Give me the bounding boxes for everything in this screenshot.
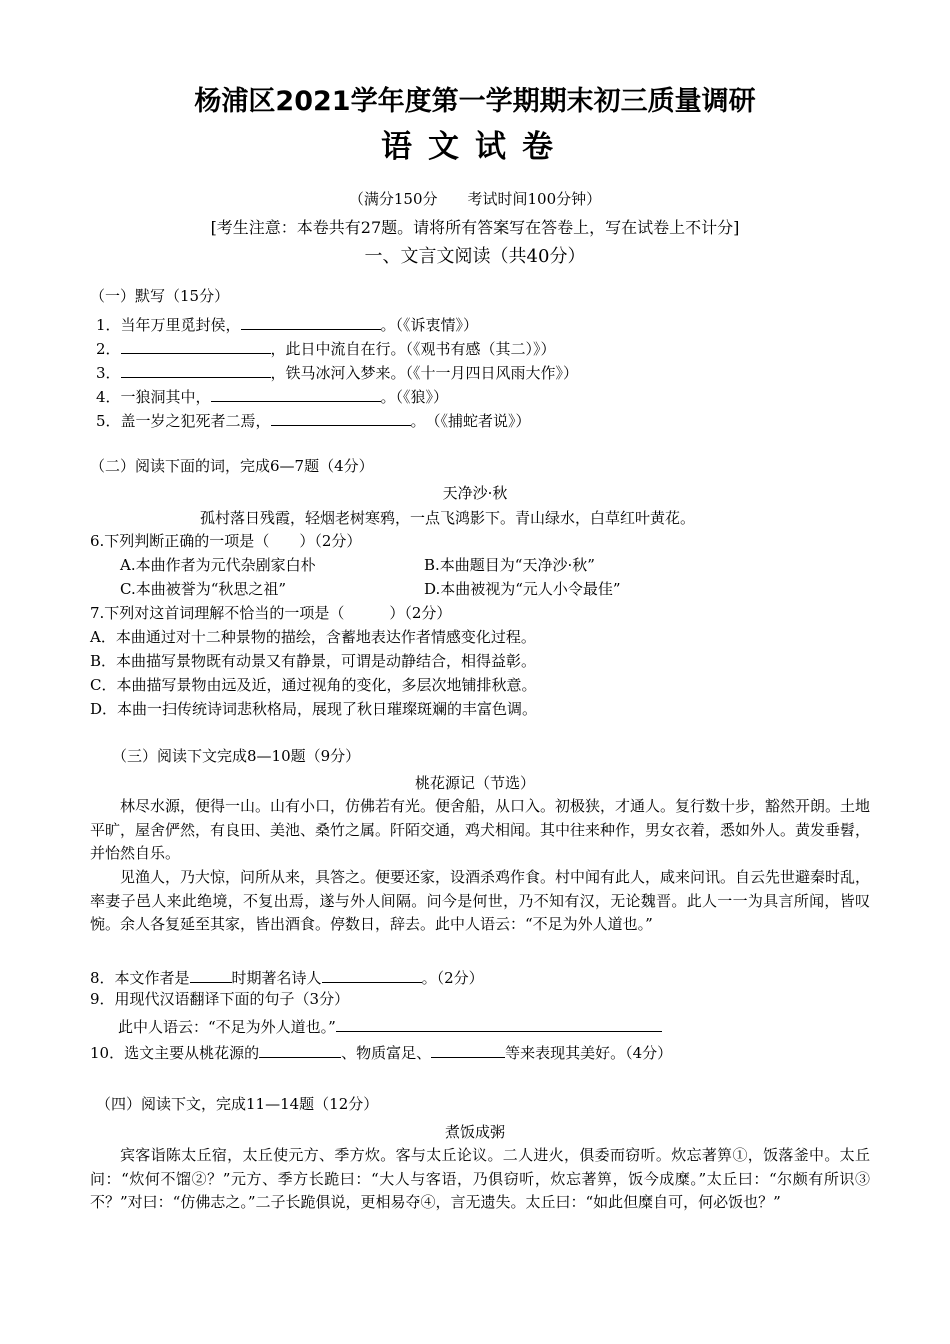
taohuayuan-paragraph-1 (90, 795, 870, 866)
question-1 (96, 315, 478, 333)
q7-option-c[interactable]: C．本曲描写景物由远及近，通过视角的变化，多层次地铺排秋意。 (90, 676, 537, 694)
q3-number: 3． (96, 364, 121, 382)
question-6: 6.下列判断正确的一项是（ ）（2分） (90, 532, 362, 550)
q10-text: 10．选文主要从桃花源的 (90, 1044, 260, 1062)
q3-answer-blank[interactable] (121, 363, 271, 378)
q6-option-c[interactable]: C.本曲被誉为“秋思之祖” (120, 580, 287, 598)
q10-mid-text: 、物质富足、 (341, 1044, 432, 1062)
q1-source: 。（《诉衷情》） (380, 316, 479, 334)
question-5 (96, 411, 531, 429)
q9-answer-blank[interactable] (336, 1017, 662, 1032)
question-2 (96, 339, 556, 357)
exam-subtitle: 语文试卷 (381, 129, 569, 165)
q6-option-a[interactable]: A.本曲作者为元代杂剧家白朴 (120, 556, 316, 574)
q2-answer-blank[interactable] (121, 339, 271, 354)
q8-answer-blank-2[interactable] (322, 968, 422, 983)
q6-option-b[interactable]: B.本曲题目为“天净沙·秋” (424, 556, 595, 574)
question-10 (90, 1043, 672, 1061)
zhufan-paragraph-1-text: 宾客诣陈太丘宿，太丘使元方、季方炊。客与太丘论议。二人进火，俱委而窃听。炊忘著箅①，饭落釜中。太丘问：“炊何不馏②？”元方、季方长跪曰：“大人与客语，乃俱窃听，炊忘著箅，饭今成糜。”太丘曰：“尔颇有所识③不？”对曰：“仿佛志之。”二子长跪俱说，更相易夺④，言无遗失。太丘曰：“如此但糜自可，何必饭也？” (90, 1146, 870, 1211)
q9-sentence-text: 此中人语云：“不足为外人道也。” (118, 1018, 336, 1036)
text-title-taohuayuan: 桃花源记（节选） (414, 774, 535, 792)
q4-text: 4．一狼洞其中， (96, 388, 211, 406)
question-8 (90, 968, 484, 986)
q7-option-b[interactable]: B．本曲描写景物既有动景又有静景，可谓是动静结合，相得益彰。 (90, 652, 537, 670)
q8-points: 。（2分） (421, 969, 484, 987)
part2-heading: （二）阅读下面的词，完成6—7题（4分） (90, 457, 374, 475)
q7-option-d[interactable]: D．本曲一扫传统诗词悲秋格局，展现了秋日璀璨斑斓的丰富色调。 (90, 700, 538, 718)
q10-answer-blank-1[interactable] (259, 1043, 341, 1058)
q9-sentence (118, 1017, 662, 1035)
zhufan-paragraph-1 (90, 1144, 870, 1215)
part4-heading: （四）阅读下文，完成11—14题（12分） (96, 1095, 379, 1113)
poem-text: 孤村落日残霞，轻烟老树寒鸦，一点飞鸿影下。青山绿水，白草红叶黄花。 (200, 509, 696, 527)
part3-heading: （三）阅读下文完成8—10题（9分） (112, 747, 361, 765)
q10-answer-blank-2[interactable] (431, 1043, 505, 1058)
q1-answer-blank[interactable] (241, 315, 381, 330)
q8-mid-text: 时期著名诗人 (231, 969, 322, 987)
q5-text: 5．盖一岁之犯死者二焉， (96, 412, 271, 430)
poem-title: 天净沙·秋 (442, 484, 508, 502)
q1-text: 1．当年万里觅封侯， (96, 316, 241, 334)
score-time: （满分150分 考试时间100分钟） (348, 190, 602, 208)
q8-answer-blank-1[interactable] (190, 968, 232, 983)
q2-number: 2． (96, 340, 121, 358)
taohuayuan-paragraph-1-text: 林尽水源，便得一山。山有小口，仿佛若有光。便舍船，从口入。初极狭，才通人。复行数十步，豁然开朗。土地平旷，屋舍俨然，有良田、美池、桑竹之属。阡陌交通，鸡犬相闻。其中往来种作，男女衣着，悉如外人。黄发垂髫，并怡然自乐。 (90, 797, 871, 862)
exam-notice: [考生注意：本卷共有27题。请将所有答案写在答卷上，写在试卷上不计分] (210, 218, 740, 237)
q5-answer-blank[interactable] (271, 411, 411, 426)
taohuayuan-paragraph-2 (90, 866, 870, 937)
q5-source: 。 （《捕蛇者说》） (410, 412, 531, 430)
q8-text: 8．本文作者是 (90, 969, 190, 987)
q4-source: 。（《狼》） (380, 388, 449, 406)
exam-title: 杨浦区2021学年度第一学期期末初三质量调研 (194, 86, 756, 117)
question-3 (96, 363, 578, 381)
question-4 (96, 387, 448, 405)
q4-answer-blank[interactable] (211, 387, 381, 402)
q2-text: ，此日中流自在行。（《观书有感（其二）》） (270, 340, 556, 358)
section-heading: 一、文言文阅读（共40分） (364, 246, 586, 267)
question-7: 7.下列对这首词理解不恰当的一项是（ ）（2分） (90, 604, 452, 622)
q3-text: ，铁马冰河入梦来。（《十一月四日风雨大作》） (270, 364, 579, 382)
part1-heading: （一）默写（15分） (90, 287, 230, 305)
question-9: 9．用现代汉语翻译下面的句子（3分） (90, 990, 350, 1008)
q7-option-a[interactable]: A．本曲通过对十二种景物的描绘，含蓄地表达作者情感变化过程。 (90, 628, 536, 646)
taohuayuan-paragraph-2-text: 见渔人，乃大惊，问所从来，具答之。便要还家，设酒杀鸡作食。村中闻有此人，咸来问讯。自云先世避秦时乱，率妻子邑人来此绝境，不复出焉，遂与外人间隔。问今是何世，乃不知有汉，无论魏晋。此人一一为具言所闻，皆叹惋。余人各复延至其家，皆出酒食。停数日，辞去。此中人语云：“不足为外人道也。” (90, 868, 871, 933)
q10-points: 等来表现其美好。（4分） (505, 1044, 673, 1062)
q6-option-d[interactable]: D.本曲被视为“元人小令最佳” (424, 580, 621, 598)
text-title-zhufan: 煮饭成粥 (444, 1123, 505, 1141)
